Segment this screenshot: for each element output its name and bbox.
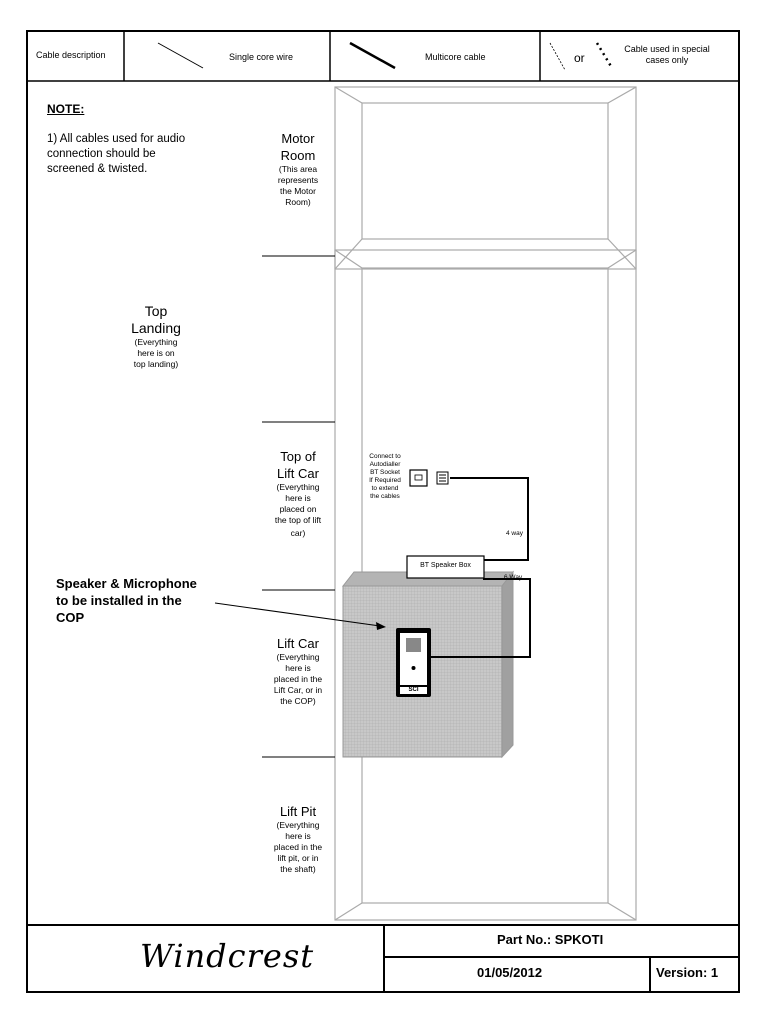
zone-lift-pit: Lift Pit (Everything here is placed in the lift pit, or in the shaft) — [273, 804, 323, 874]
note-title: NOTE: — [47, 102, 85, 116]
cable-4-way-label: 4 way — [506, 530, 523, 537]
bt-socket — [410, 470, 427, 486]
speaker-mic-callout: Speaker & Microphone to be installed in the COP — [56, 576, 197, 625]
special-cable-label: Cable used in special cases only — [624, 44, 710, 65]
bt-plug-icon — [437, 472, 448, 484]
zone-top-of-lift-car: Top of Lift Car (Everything here is placed on the top of lift car) — [274, 449, 322, 538]
motor-room-box — [335, 87, 636, 269]
cable-6-way-label: 6 Way — [504, 574, 523, 581]
cop-label: SCI — [408, 687, 419, 693]
cable-description-label: Cable description — [36, 50, 106, 60]
date: 01/05/2012 — [477, 965, 543, 980]
or-label: or — [574, 51, 585, 65]
single-core-label: Single core wire — [229, 52, 294, 62]
zone-motor-room: Motor Room (This area represents the Motor Room) — [277, 131, 319, 207]
bt-speaker-box-label: BT Speaker Box — [420, 562, 471, 569]
zone-top-landing: Top Landing (Everything here is on top landing) — [131, 303, 181, 369]
part-number: Part No.: SPKOTI — [497, 932, 604, 947]
connect-note: Connect to Autodialler BT Socket If Required to extend the cables — [369, 453, 401, 500]
company-logo: Windcrest — [140, 937, 315, 975]
note-body: 1) All cables used for audio connection should be screened & twisted. — [47, 133, 186, 175]
zone-lift-car: Lift Car (Everything here is placed in the Lift Car, or in the COP) — [273, 636, 323, 706]
multicore-label: Multicore cable — [425, 52, 486, 62]
version: Version: 1 — [656, 965, 719, 980]
